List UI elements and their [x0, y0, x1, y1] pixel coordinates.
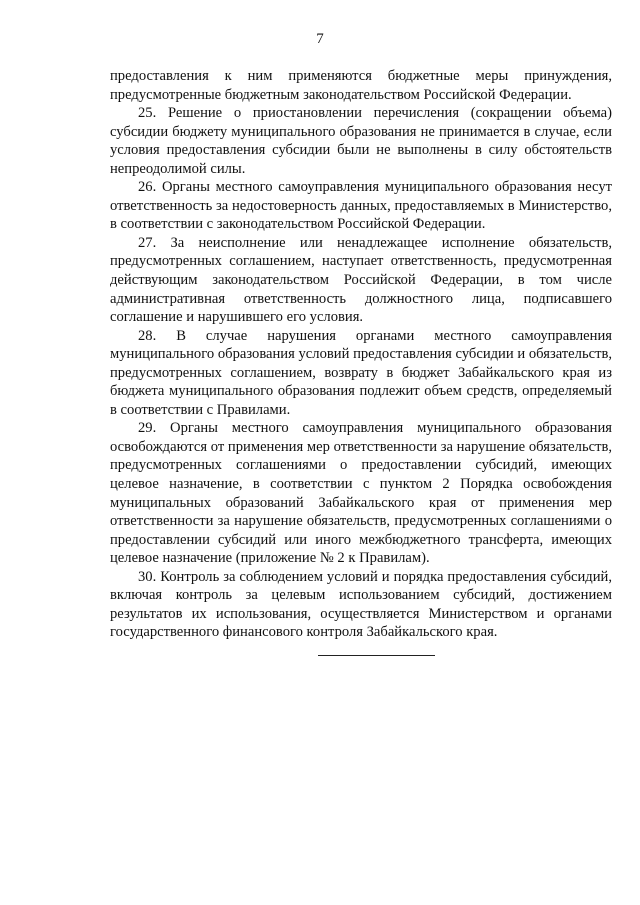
- page-number: 7: [316, 31, 324, 47]
- paragraph-26: 26. Органы местного самоуправления муниципального образования несут ответственность за недостоверность данных, предоставляемых в Министерство, в соответствии с законодательством Российской Федерации.: [110, 179, 612, 233]
- paragraph-continuation: предоставления к ним применяются бюджетные меры принуждения, предусмотренные бюджетным законодательством Российской Федерации.: [110, 68, 612, 103]
- paragraph-28: 28. В случае нарушения органами местного самоуправления муниципального образования условий предоставления субсидии и обязательств, предусмотренных соглашением, возврату в бюджет Забайкальского края из бюджета муниципального образования подлежит объем средств, определяемый в соответствии с Правилами.: [110, 327, 612, 418]
- paragraph-30: 30. Контроль за соблюдением условий и порядка предоставления субсидий, включая контроль за целевым использованием субсидий, достижением результатов их использования, осуществляется Министерством и органами государственного финансового контроля Забайкальского края.: [110, 568, 612, 641]
- paragraph-27: 27. За неисполнение или ненадлежащее исполнение обязательств, предусмотренных соглашением, наступает ответственность, предусмотренная действующим законодательством Российской Федерации, в том числе административная ответственность должностного лица, подписавшего соглашение и нарушившего его условия.: [110, 234, 612, 326]
- paragraph-29: 29. Органы местного самоуправления муниципального образования освобождаются от применения мер ответственности за нарушение обязательств, предусмотренных соглашениями о предоставлении субсидий, имеющих целевое назначение, в соответствии с пунктом 2 Порядка освобождения муниципальных образований Забайкальского края от применения мер ответственности за нарушение обязательств, предусмотренных соглашениями о предоставлении субсидий или иного межбюджетного трансферта, имеющих целевое назначение (приложение № 2 к Правилам).: [110, 420, 612, 567]
- document-body: [110, 67, 612, 642]
- end-of-document-rule: [318, 655, 435, 656]
- paragraph-25: 25. Решение о приостановлении перечисления (сокращении объема) субсидии бюджету муниципального образования не принимается в случае, если условия предоставления субсидии были не выполнены в силу обстоятельств непреодолимой силы.: [110, 105, 612, 177]
